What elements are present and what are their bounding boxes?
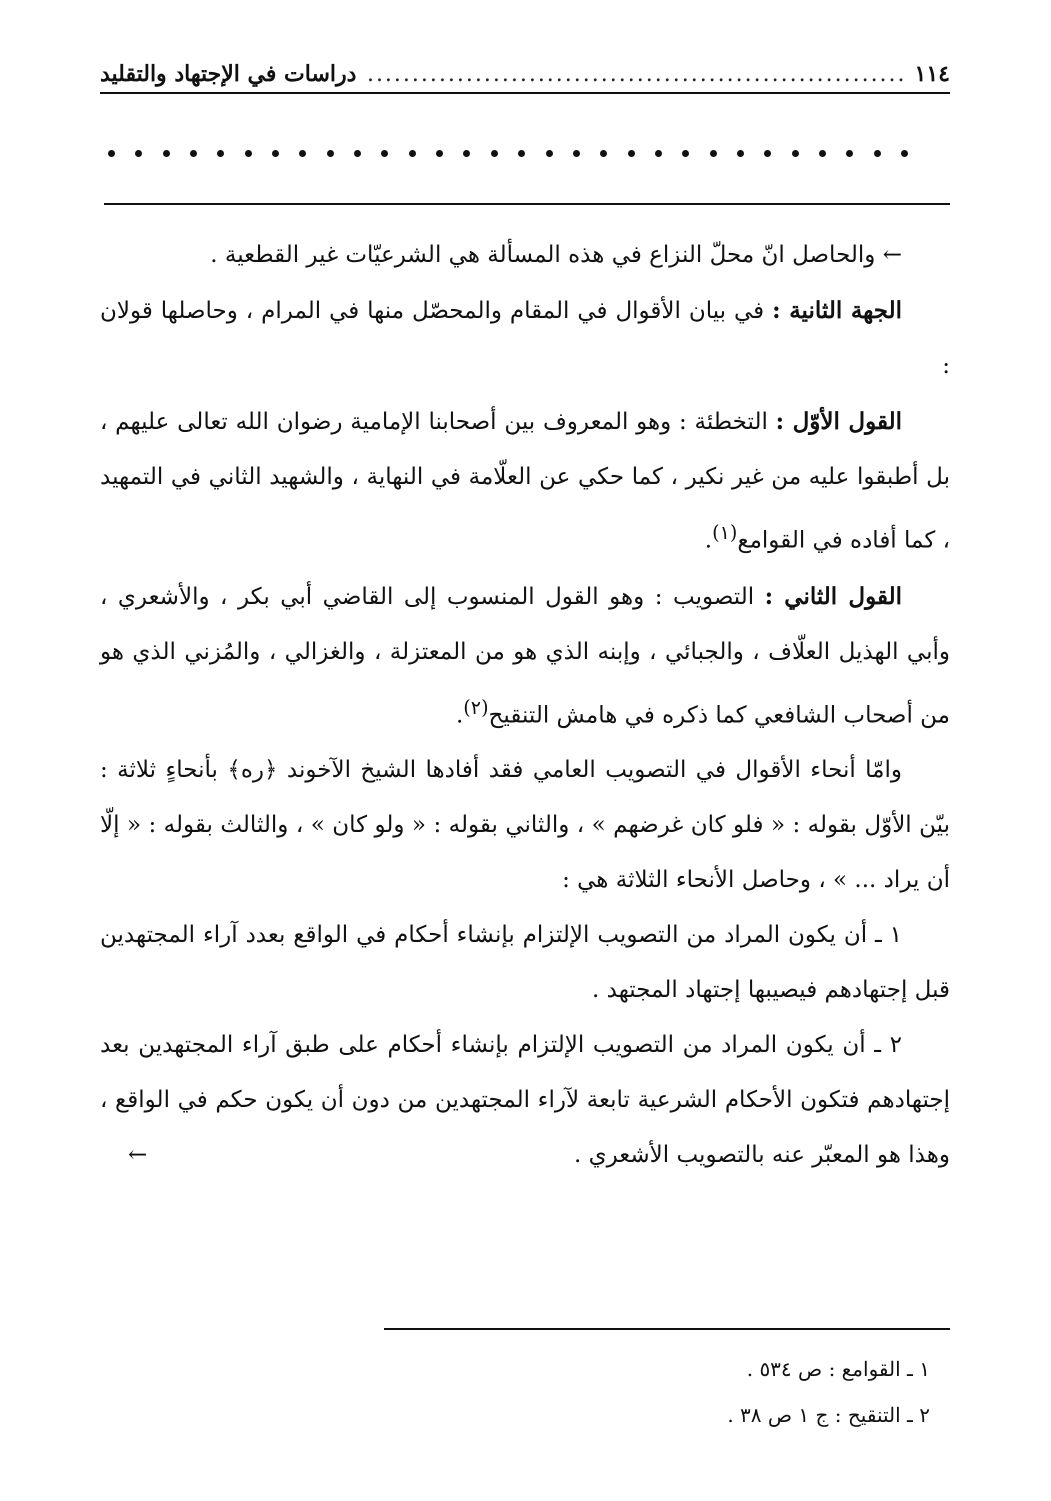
second-opinion-heading: القول الثاني : — [764, 582, 902, 610]
ornament-dot — [628, 150, 635, 157]
continue-arrow-icon: ← — [128, 1142, 148, 1169]
ornament-dot — [327, 150, 334, 157]
ornament-dot — [463, 150, 470, 157]
footnote-ref-1[interactable]: (١) — [712, 521, 738, 544]
ornament-dot — [163, 150, 170, 157]
ornament-dot — [491, 150, 498, 157]
ornament-dot — [846, 150, 853, 157]
footnotes — [384, 1346, 950, 1438]
ornament-dot — [272, 150, 279, 157]
ornament-dot — [764, 150, 771, 157]
ornament-dot — [710, 150, 717, 157]
ornament-dot — [190, 150, 197, 157]
footnote-1: ١ ـ القوامع : ص ٥٣٤ . — [746, 1357, 930, 1381]
ornament-dot — [381, 150, 388, 157]
ornament-dot — [874, 150, 881, 157]
running-header — [100, 58, 950, 90]
footnote-2: ٢ ـ التنقيح : ج ١ ص ٣٨ . — [727, 1403, 930, 1427]
ornament-dot-row — [108, 150, 908, 157]
main-text — [100, 228, 950, 1183]
list-item-2-text: ٢ ـ أن يكون المراد من التصويب الإلتزام بإنشاء أحكام على طبق آراء المجتهدين بعد إجتهادهم فتكون الأحكام الشرعية تابعة لآراء المجتهدين من دون أن يكون حكم في الواقع ، وهذا هو المعبّر عنه بالتصويب الأشعري . — [100, 1032, 950, 1169]
footnote-ref-2[interactable]: (٢) — [463, 695, 489, 719]
section-rule — [104, 203, 950, 205]
aspect-two-paragraph — [100, 283, 950, 394]
list-item-2 — [100, 1018, 950, 1183]
book-title: دراسات في الإجتهاد والتقليد — [100, 61, 357, 87]
forms-paragraph: وامّا أنحاء الأقوال في التصويب العامي فقد أفادها الشيخ الآخوند ﴿ره﴾ بأنحاءٍ ثلاثة : بيّن الأوّل بقوله : « فلو كان غرضهم » ، والثاني بقوله : « ولو كان » ، والثالث بقوله : « إلّا أن يراد ... » ، وحاصل الأنحاء الثلاثة هي : — [100, 757, 950, 894]
header-rule — [100, 92, 950, 94]
ornament-dot — [600, 150, 607, 157]
ornament-dot — [573, 150, 580, 157]
ornament-dot — [409, 150, 416, 157]
aspect-two-heading: الجهة الثانية : — [772, 297, 903, 324]
footnote-rule — [384, 1328, 950, 1330]
page-number: ١١٤ — [914, 61, 950, 87]
ornament-dot — [901, 150, 908, 157]
first-opinion-text: التخطئة : وهو المعروف بين أصحابنا الإمامية رضوان الله تعالى عليهم ، بل أطبقوا عليه من غير نكير ، كما حكي عن العلّامة في النهاية ، والشهيد الثاني في التمهيد ، كما أفاده في القوامع — [100, 409, 950, 554]
second-opinion-text: التصويب : وهو القول المنسوب إلى القاضي أبي بكر ، والأشعري ، وأبي الهذيل العلّاف ، والجبائي ، وإبنه الذي هو من المعتزلة ، والغزالي ، والمُزني الذي هو من أصحاب الشافعي كما ذكره في هامش التنقيح — [100, 583, 950, 729]
first-opinion-paragraph: القول الأوّل : التخطئة : وهو المعروف بين أصحابنا الإمامية رضوان الله تعالى عليهم ، بل أطبقوا عليه من غير نكير ، كما حكي عن العلّامة في النهاية ، والشهيد الثاني في التمهيد ، كما أفاده في القوامع$^{(١)}$. — [100, 408, 950, 554]
header-leader-dots — [364, 62, 906, 87]
ornament-dot — [518, 150, 525, 157]
ornament-dot — [819, 150, 826, 157]
ornament-dot — [655, 150, 662, 157]
list-item-1: ١ ـ أن يكون المراد من التصويب الإلتزام بإنشاء أحكام في الواقع بعدد آراء المجتهدين قبل إجتهادهم فيصيبها إجتهاد المجتهد . — [100, 922, 950, 1004]
continuation-paragraph: ← والحاصل انّ محلّ النزاع في هذه المسألة هي الشرعيّات غير القطعية . — [210, 242, 902, 268]
first-opinion-heading: القول الأوّل : — [775, 408, 902, 435]
ornament-dot — [546, 150, 553, 157]
aspect-two-text: في بيان الأقوال في المقام والمحصّل منها في المرام ، وحاصلها قولان : — [100, 298, 950, 379]
ornament-dot — [135, 150, 142, 157]
second-opinion-paragraph: القول الثاني : التصويب : وهو القول المنسوب إلى القاضي أبي بكر ، والأشعري ، وأبي الهذيل العلّاف ، والجبائي ، وإبنه الذي هو من المعتزلة ، والغزالي ، والمُزني الذي هو من أصحاب الشافعي كما ذكره في هامش التنقيح$^{(٢)}$. — [100, 582, 950, 729]
ornament-dot — [682, 150, 689, 157]
ornament-dot — [354, 150, 361, 157]
ornament-dot — [737, 150, 744, 157]
ornament-dot — [792, 150, 799, 157]
ornament-dot — [108, 150, 115, 157]
ornament-dot — [245, 150, 252, 157]
ornament-dot — [217, 150, 224, 157]
ornament-dot — [299, 150, 306, 157]
ornament-dot — [436, 150, 443, 157]
